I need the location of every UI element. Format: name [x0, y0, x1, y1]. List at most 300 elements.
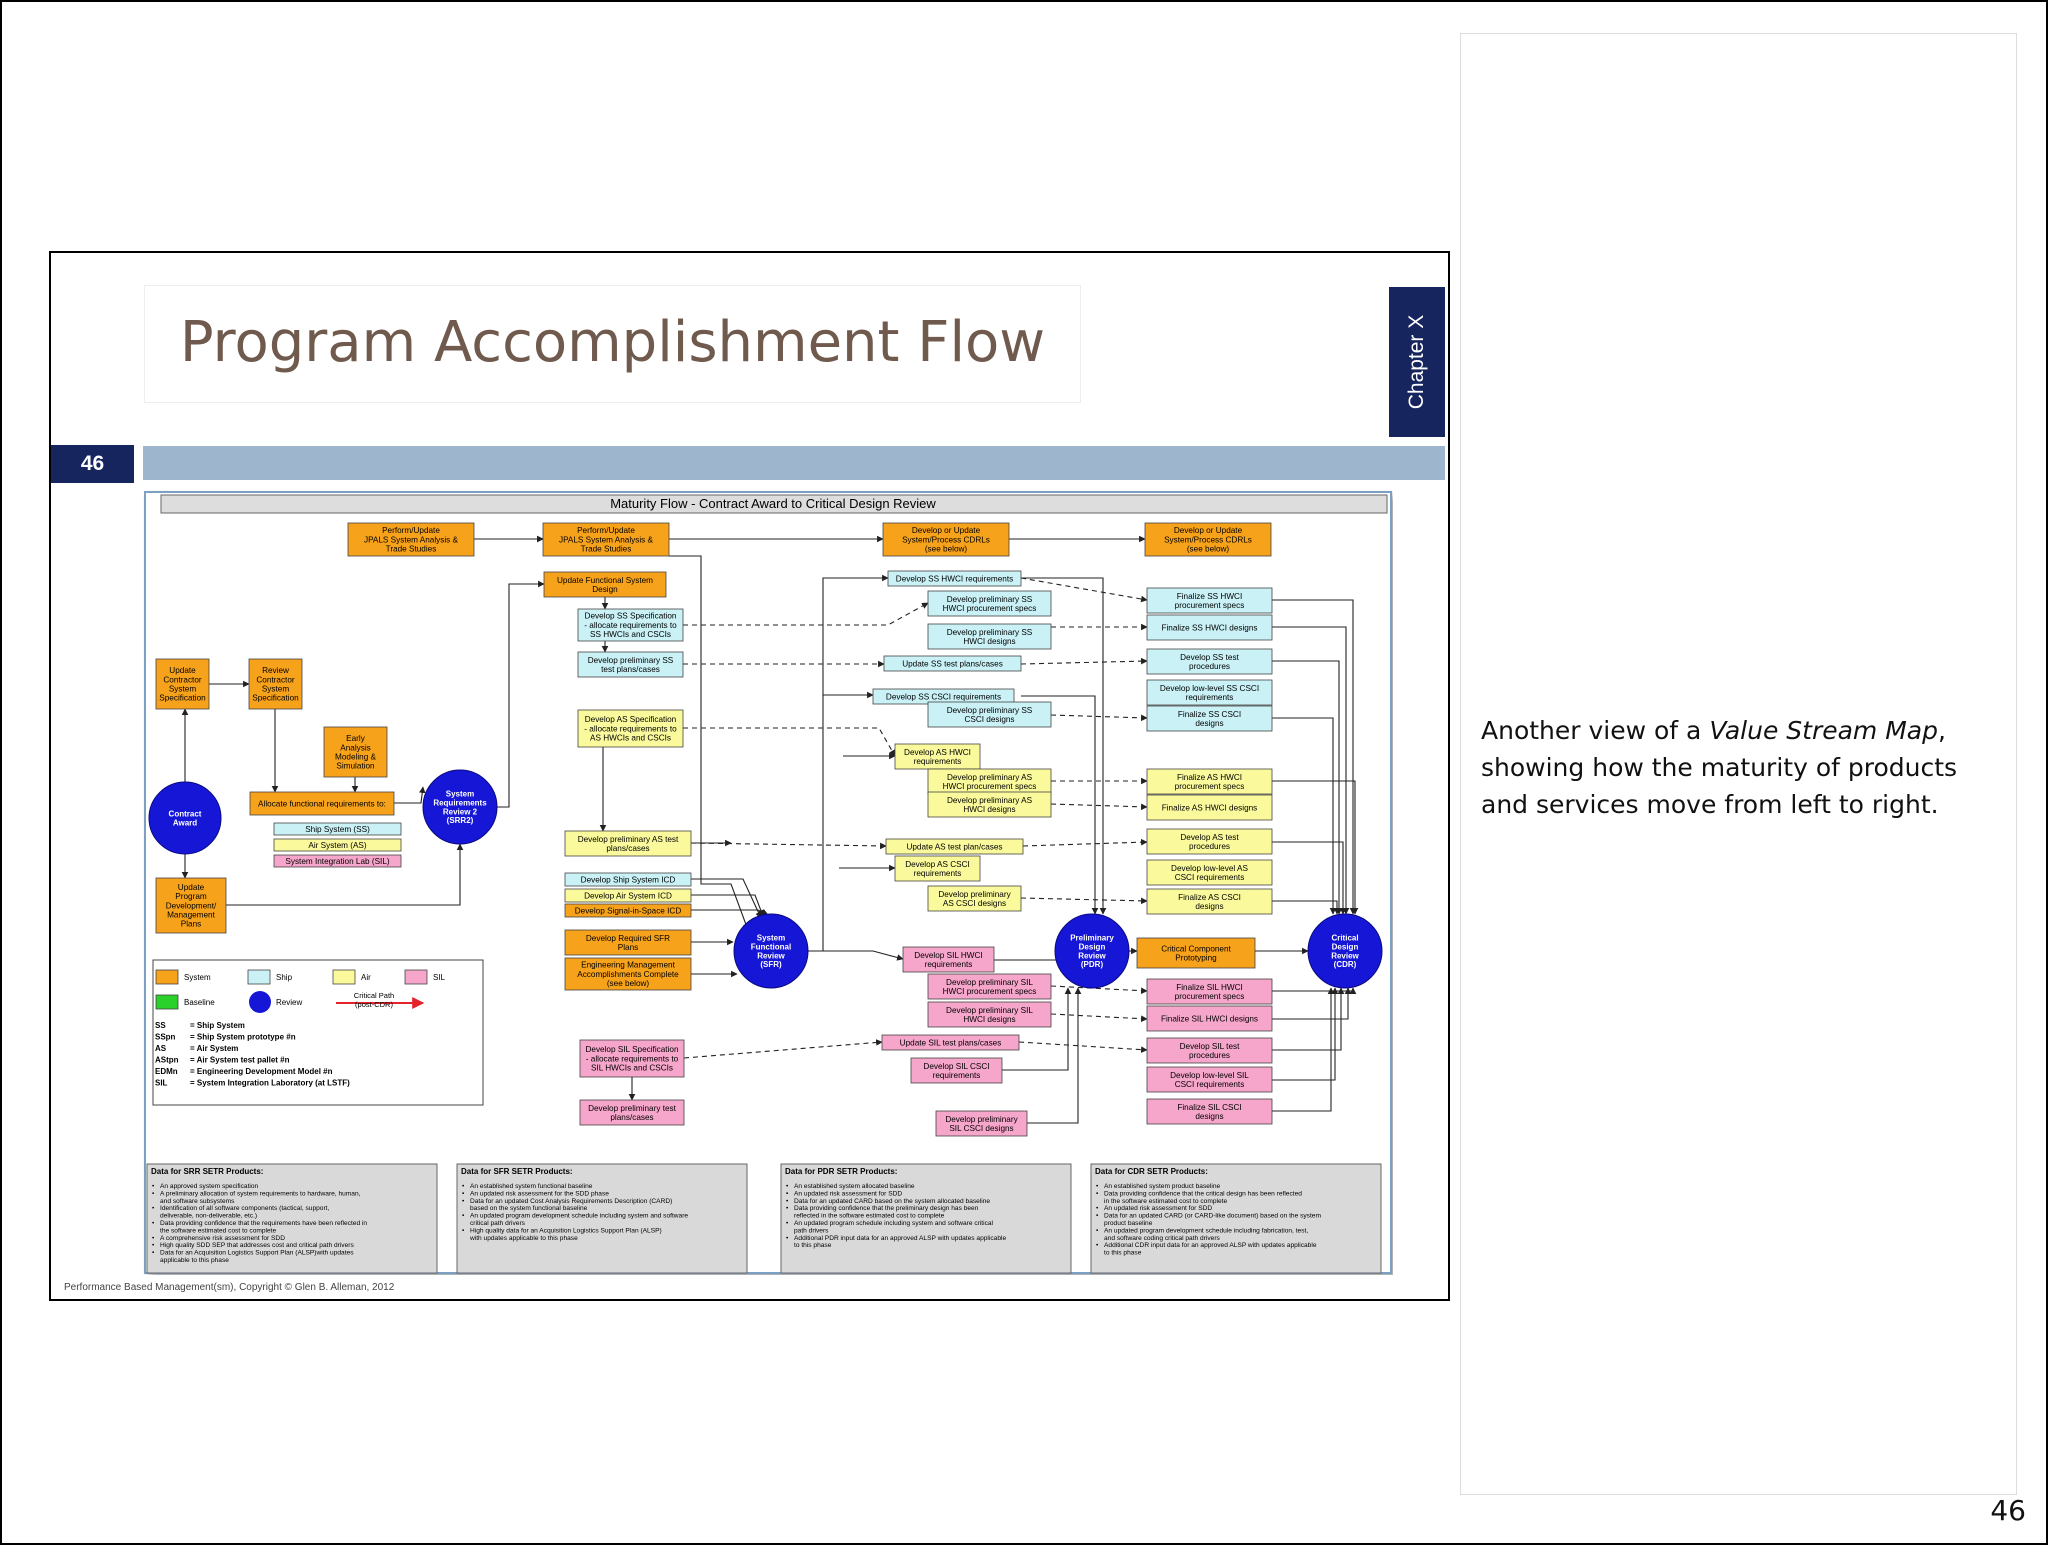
abbr-definition: = System Integration Laboratory (at LSTF): [190, 1078, 350, 1088]
panel-bullet-line: with updates applicable to this phase: [470, 1234, 578, 1242]
node-text-line: Development/: [165, 901, 217, 911]
process-box: [928, 624, 1051, 649]
chapter-tab: [1389, 287, 1445, 437]
node-text-line: Develop preliminary AS: [946, 772, 1033, 782]
node-text-line: Develop preliminary SS: [946, 594, 1033, 604]
node-text-line: Develop preliminary SIL: [946, 1005, 1033, 1015]
node-text-line: Develop SS Specification: [584, 611, 677, 621]
bullet-dot: •: [1096, 1205, 1099, 1213]
node-text-line: Develop AS Specification: [584, 715, 677, 725]
process-box: [274, 855, 401, 867]
panel-bullet-line: to this phase: [794, 1242, 832, 1250]
abbr-term: SS: [155, 1021, 166, 1030]
bullet-dot: •: [1096, 1242, 1099, 1250]
panel-bullet-line: An updated risk assessment for SDD: [794, 1190, 903, 1198]
node-text-line: Review: [1331, 951, 1359, 961]
page-number: 46: [1990, 1494, 2026, 1527]
process-box: [565, 889, 691, 902]
process-box: [928, 1002, 1051, 1027]
node-text-line: Air System (AS): [308, 840, 367, 850]
panel-title: Data for SRR SETR Products:: [151, 1167, 264, 1176]
node-text-line: System/Process CDRLs: [1164, 535, 1252, 545]
node-text-line: Develop preliminary SIL: [946, 977, 1033, 987]
bullet-dot: •: [152, 1234, 155, 1242]
bullet-dot: •: [786, 1220, 789, 1227]
node-text-line: Preliminary: [1070, 933, 1114, 943]
node-text-line: procedures: [1189, 841, 1230, 851]
setr-data-panel: [457, 1164, 747, 1273]
node-text-line: HWCI procurement specs: [942, 603, 1037, 613]
node-text-line: Update: [169, 666, 196, 676]
review-contract-node: [149, 782, 221, 854]
process-box: [928, 792, 1051, 817]
bullet-dot: •: [462, 1190, 465, 1198]
node-text-line: Modeling &: [335, 752, 376, 762]
process-box: [543, 523, 669, 556]
process-box: [348, 523, 474, 556]
node-text-line: HWCI designs: [963, 1014, 1016, 1024]
panel-bullet-line: Data for an updated CARD (or CARD-like document) based on the system: [1104, 1212, 1321, 1220]
node-text-line: Contractor: [163, 675, 202, 685]
process-box: [882, 1035, 1019, 1050]
process-box: [156, 659, 209, 709]
panel-bullet-line: Data for an Acquisition Logistics Support Plan (ALSP)with updates: [160, 1249, 354, 1257]
node-text-line: Finalize SS HWCI designs: [1161, 623, 1258, 633]
bullet-dot: •: [462, 1183, 465, 1190]
title-box: [144, 285, 1081, 403]
process-box: [903, 947, 994, 972]
node-text-line: Accomplishments Complete: [577, 969, 679, 979]
process-box: [895, 856, 980, 881]
node-text-line: (CDR): [1333, 960, 1357, 970]
panel-bullet-line: and software coding critical path drivers: [1104, 1234, 1220, 1242]
process-box: [565, 904, 691, 917]
abbr-definition: = Ship System: [190, 1021, 245, 1030]
abbr-definition: = Air System test pallet #n: [190, 1055, 290, 1065]
abbr-term: EDMn: [155, 1067, 178, 1076]
node-text-line: Prototyping: [1175, 953, 1217, 963]
process-box: [886, 839, 1023, 854]
node-text-line: Analysis: [340, 743, 371, 753]
panel-bullet-line: An updated program schedule including system and software critical: [794, 1220, 994, 1227]
process-box: [565, 831, 691, 856]
setr-data-panel: [1091, 1164, 1381, 1273]
notes-text: [1481, 712, 2001, 823]
process-box: [1147, 1006, 1272, 1031]
panel-bullet-line: applicable to this phase: [160, 1257, 229, 1264]
panel-bullet-line: Additional PDR input data for an approved ALSP with updates applicable: [794, 1234, 1007, 1242]
process-box: [883, 523, 1009, 556]
process-box: [565, 930, 691, 955]
panel-bullet-line: path drivers: [794, 1227, 829, 1235]
panel-bullet-line: based on the system functional baseline: [470, 1205, 588, 1213]
notes-text-tail: , showing how the maturity of products and services move from left to right.: [1481, 716, 1958, 819]
legend-baseline-label: Baseline: [184, 998, 215, 1007]
node-text-line: requirements: [913, 868, 962, 878]
panel-bullet-line: Data providing confidence that the preliminary design has been: [794, 1205, 979, 1213]
node-text-line: requirements: [924, 959, 973, 969]
process-box: [928, 591, 1051, 616]
node-text-line: Update Functional System: [556, 575, 654, 585]
process-box: [888, 571, 1021, 586]
legend-critical-path-label: Critical Path: [353, 991, 395, 1000]
setr-data-panel: [147, 1164, 437, 1273]
process-box: [250, 792, 394, 815]
node-text-line: Review: [757, 951, 785, 961]
abbr-definition: = Engineering Development Model #n: [190, 1067, 333, 1076]
node-text-line: Develop preliminary test: [588, 1103, 676, 1113]
legend-air-swatch: [333, 970, 355, 984]
process-box: [928, 769, 1051, 794]
process-box: [565, 958, 691, 990]
node-text-line: SIL CSCI designs: [949, 1123, 1014, 1133]
node-text-line: Contract: [168, 809, 202, 819]
process-box: [1147, 1038, 1272, 1063]
node-text-line: test plans/cases: [601, 664, 660, 674]
node-text-line: Finalize AS HWCI: [1176, 772, 1243, 782]
node-text-line: Develop preliminary AS: [946, 795, 1033, 805]
node-text-line: Finalize SS CSCI: [1177, 709, 1242, 719]
bullet-dot: •: [152, 1242, 155, 1250]
node-text-line: (SRR2): [446, 816, 474, 826]
node-text-line: Update SS test plans/cases: [902, 659, 1003, 669]
node-text-line: Develop SIL HWCI: [914, 950, 983, 960]
header-bar: [143, 446, 1445, 480]
panel-title: Data for SFR SETR Products:: [461, 1167, 573, 1176]
process-box: [1147, 979, 1272, 1004]
node-text-line: Requirements: [433, 798, 487, 808]
panel-bullet-line: High quality SDD SEP that addresses cost and critical path drivers: [160, 1242, 354, 1250]
panel-bullet-line: An updated program development schedule including fabrication, test,: [1104, 1227, 1309, 1235]
node-text-line: Engineering Management: [581, 960, 675, 970]
node-text-line: Develop preliminary: [938, 889, 1011, 899]
abbr-term: SIL: [155, 1078, 168, 1088]
process-box: [1147, 769, 1272, 794]
abbr-definition: = Air System: [190, 1044, 239, 1053]
node-text-line: Trade Studies: [580, 544, 632, 554]
legend-review-label: Review: [276, 998, 303, 1007]
process-box: [578, 609, 683, 641]
abbr-term: AStpn: [155, 1055, 179, 1065]
node-text-line: Develop SIL Specification: [585, 1045, 679, 1055]
abbr-term: AS: [155, 1044, 167, 1053]
legend-ship-swatch: [248, 970, 270, 984]
notes-panel[interactable]: [1460, 33, 2017, 1495]
node-text-line: CSCI requirements: [1174, 1079, 1245, 1089]
node-text-line: System: [756, 933, 786, 943]
process-box: [1147, 860, 1272, 885]
panel-bullet-line: An approved system specification: [160, 1183, 259, 1190]
node-text-line: Finalize SS HWCI: [1176, 591, 1243, 601]
process-box: [565, 873, 691, 886]
node-text-line: Develop SIL CSCI: [923, 1061, 990, 1071]
slide-number-badge: 46: [51, 445, 134, 483]
panel-bullet-line: An updated risk assessment for SDD: [1104, 1205, 1213, 1213]
legend-system-swatch: [156, 970, 178, 984]
node-text-line: HWCI procurement specs: [942, 986, 1037, 996]
bullet-dot: •: [152, 1190, 155, 1198]
node-text-line: Plans: [617, 942, 639, 952]
node-text-line: Finalize AS HWCI designs: [1161, 803, 1258, 813]
node-text-line: HWCI designs: [963, 804, 1016, 814]
process-box: [1147, 615, 1272, 640]
process-box: [936, 1111, 1027, 1136]
node-text-line: (see below): [924, 544, 968, 554]
node-text-line: Design: [1078, 942, 1106, 952]
legend-sil-swatch: [405, 970, 427, 984]
node-text-line: Develop AS test: [1180, 832, 1239, 842]
node-text-line: JPALS System Analysis &: [363, 535, 459, 545]
node-text-line: Perform/Update: [382, 526, 440, 536]
review-cdr-node: [1308, 914, 1382, 988]
bullet-dot: •: [1096, 1227, 1099, 1235]
legend-system-label: System: [184, 973, 211, 982]
process-box: [1145, 523, 1271, 556]
panel-bullet-line: Data for an updated Cost Analysis Requirements Description (CARD): [470, 1197, 673, 1205]
node-text-line: Finalize SIL CSCI: [1177, 1102, 1242, 1112]
node-text-line: System: [261, 684, 290, 694]
node-text-line: Design: [1331, 942, 1359, 952]
process-box: [544, 572, 666, 597]
node-text-line: (SFR): [760, 960, 782, 970]
bullet-dot: •: [786, 1197, 789, 1205]
process-box: [1147, 829, 1272, 854]
panel-bullet-line: An established system functional baseline: [470, 1183, 593, 1190]
node-text-line: Specification: [252, 693, 299, 703]
panel-bullet-line: An updated program development schedule including system and software: [470, 1212, 689, 1220]
node-text-line: SIL HWCIs and CSCIs: [590, 1063, 674, 1073]
node-text-line: HWCI procurement specs: [942, 781, 1037, 791]
node-text-line: Develop or Update: [1173, 526, 1243, 536]
node-text-line: Develop preliminary AS test: [577, 834, 679, 844]
bullet-dot: •: [786, 1183, 789, 1190]
node-text-line: Develop Air System ICD: [584, 891, 672, 901]
bullet-dot: •: [786, 1234, 789, 1242]
copyright-note: Performance Based Management(sm), Copyright © Glen B. Alleman, 2012: [64, 1282, 395, 1293]
review-srr-node: [423, 770, 497, 844]
node-text-line: requirements: [913, 756, 962, 766]
node-text-line: procurement specs: [1174, 600, 1245, 610]
panel-bullet-line: An established system allocated baseline: [794, 1183, 915, 1190]
node-text-line: System: [445, 789, 475, 799]
node-text-line: Review: [1078, 951, 1106, 961]
legend-baseline-swatch: [156, 995, 178, 1009]
node-text-line: Early: [346, 734, 365, 744]
process-box: [911, 1058, 1002, 1083]
process-box: [274, 823, 401, 835]
node-text-line: System Integration Lab (SIL): [285, 856, 390, 866]
node-text-line: Develop preliminary SS: [946, 705, 1033, 715]
bullet-dot: •: [786, 1190, 789, 1198]
legend-air-label: Air: [361, 973, 371, 982]
node-text-line: Perform/Update: [577, 526, 635, 536]
process-box: [1147, 795, 1272, 820]
process-box: [928, 702, 1051, 727]
process-box: [928, 886, 1021, 911]
node-text-line: Develop AS HWCI: [904, 747, 971, 757]
process-box: [578, 710, 683, 747]
node-text-line: Program: [175, 892, 207, 902]
node-text-line: Develop low-level SS CSCI: [1159, 683, 1260, 693]
panel-bullet-line: deliverable, non-deliverable, etc.): [160, 1212, 258, 1220]
bullet-dot: •: [152, 1249, 155, 1257]
process-box: [578, 652, 683, 677]
node-text-line: CSCI designs: [964, 714, 1015, 724]
panel-bullet-line: Identification of all software components (tactical, support,: [160, 1205, 330, 1213]
node-text-line: (PDR): [1080, 960, 1104, 970]
bullet-dot: •: [462, 1197, 465, 1205]
node-text-line: Develop SS CSCI requirements: [885, 692, 1002, 702]
bullet-dot: •: [152, 1183, 155, 1190]
process-box: [156, 878, 226, 933]
node-text-line: SS HWCIs and CSCIs: [590, 630, 671, 640]
node-text-line: plans/cases: [606, 843, 650, 853]
figure-title: Maturity Flow - Contract Award to Critical Design Review: [610, 496, 936, 511]
panel-bullet-line: Data providing confidence that the requirements have been reflected in: [160, 1220, 368, 1227]
node-text-line: Ship System (SS): [305, 824, 370, 834]
node-text-line: (see below): [606, 979, 650, 989]
node-text-line: Design: [592, 584, 618, 594]
process-box: [1147, 588, 1272, 613]
panel-bullet-line: critical path drivers: [470, 1220, 525, 1227]
node-text-line: - allocate requirements to: [584, 724, 677, 734]
panel-bullet-line: the software estimated cost to complete: [160, 1227, 277, 1235]
node-text-line: Trade Studies: [385, 544, 437, 554]
notes-text-lead: Another view of a: [1481, 716, 1710, 745]
legend-ship-label: Ship: [276, 973, 293, 982]
process-box: [249, 659, 302, 709]
slide-title: Program Accomplishment Flow: [179, 310, 1046, 375]
node-text-line: Finalize SIL HWCI: [1176, 982, 1243, 992]
node-text-line: Develop Signal-in-Space ICD: [574, 906, 682, 916]
maturity-flow-diagram: [143, 490, 1393, 1275]
node-text-line: designs: [1195, 1111, 1224, 1121]
node-text-line: JPALS System Analysis &: [558, 535, 654, 545]
bullet-dot: •: [1096, 1183, 1099, 1190]
node-text-line: Develop SS test: [1180, 652, 1239, 662]
bullet-dot: •: [1096, 1190, 1099, 1198]
panel-bullet-line: A comprehensive risk assessment for SDD: [160, 1234, 285, 1242]
legend-critical-path-label: (post-CDR): [355, 1000, 393, 1009]
node-text-line: HWCI designs: [963, 636, 1016, 646]
node-text-line: procurement specs: [1174, 991, 1245, 1001]
slide-thumbnail[interactable]: [49, 251, 1450, 1301]
node-text-line: Develop SS HWCI requirements: [895, 574, 1014, 584]
node-text-line: Award: [172, 818, 198, 828]
node-text-line: Review 2: [442, 807, 478, 817]
node-text-line: AS CSCI designs: [942, 898, 1007, 908]
node-text-line: designs: [1195, 718, 1224, 728]
node-text-line: Develop low-level SIL: [1170, 1070, 1249, 1080]
node-text-line: AS HWCIs and CSCIs: [590, 733, 671, 743]
bullet-dot: •: [462, 1227, 465, 1235]
node-text-line: Develop SIL test: [1179, 1041, 1240, 1051]
node-text-line: - allocate requirements to: [585, 1054, 679, 1064]
review-sfr-node: [734, 914, 808, 988]
setr-data-panel: [781, 1164, 1071, 1273]
process-box: [1147, 680, 1272, 705]
node-text-line: Allocate functional requirements to:: [258, 799, 386, 809]
node-text-line: System: [168, 684, 197, 694]
legend-sil-label: SIL: [433, 973, 446, 982]
node-text-line: procurement specs: [1174, 781, 1245, 791]
panel-title: Data for CDR SETR Products:: [1095, 1167, 1208, 1176]
panel-bullet-line: Additional CDR input data for an approved ALSP with updates applicable: [1104, 1242, 1317, 1250]
panel-bullet-line: product baseline: [1104, 1220, 1153, 1227]
process-box: [1147, 706, 1272, 731]
process-box: [580, 1040, 684, 1077]
abbr-term: SSpn: [155, 1032, 176, 1042]
panel-bullet-line: Data for an updated CARD based on the system allocated baseline: [794, 1197, 991, 1205]
process-box: [580, 1100, 684, 1125]
node-text-line: requirements: [1185, 692, 1234, 702]
node-text-line: procedures: [1189, 1050, 1230, 1060]
node-text-line: Develop or Update: [911, 526, 981, 536]
node-text-line: Develop preliminary: [945, 1114, 1018, 1124]
abbr-definition: = Ship System prototype #n: [190, 1032, 296, 1042]
panel-bullet-line: Data providing confidence that the critical design has been reflected: [1104, 1190, 1302, 1198]
process-box: [928, 974, 1051, 999]
node-text-line: Develop AS CSCI: [905, 859, 970, 869]
process-box: [1147, 1067, 1272, 1092]
node-text-line: requirements: [932, 1070, 981, 1080]
node-text-line: Plans: [180, 919, 202, 929]
node-text-line: procedures: [1189, 661, 1230, 671]
panel-bullet-line: and software subsystems: [160, 1197, 235, 1205]
review-pdr-node: [1055, 914, 1129, 988]
process-box: [884, 656, 1021, 671]
panel-bullet-line: in the software estimated cost to complete: [1104, 1197, 1228, 1205]
node-text-line: Critical Component: [1161, 944, 1231, 954]
process-box: [1137, 938, 1255, 968]
node-text-line: Update: [177, 883, 205, 893]
panel-bullet-line: An established system product baseline: [1104, 1183, 1221, 1190]
bullet-dot: •: [152, 1220, 155, 1227]
node-text-line: Develop preliminary SS: [587, 655, 674, 665]
node-text-line: Update SIL test plans/cases: [899, 1038, 1002, 1048]
bullet-dot: •: [152, 1205, 155, 1213]
node-text-line: Critical: [1331, 933, 1359, 943]
node-text-line: CSCI requirements: [1174, 872, 1245, 882]
panel-bullet-line: reflected in the software estimated cost to complete: [794, 1212, 945, 1220]
node-text-line: Update AS test plan/cases: [906, 842, 1003, 852]
panel-bullet-line: High quality data for an Acquisition Logistics Support Plan (ALSP): [470, 1227, 662, 1235]
node-text-line: (see below): [1186, 544, 1230, 554]
process-box: [1147, 649, 1272, 674]
process-box: [274, 839, 401, 851]
node-text-line: Management: [167, 910, 215, 920]
node-text-line: Specification: [159, 693, 206, 703]
node-text-line: Develop Ship System ICD: [580, 875, 676, 885]
process-box: [895, 744, 980, 769]
process-box: [1147, 1099, 1272, 1124]
chapter-label: Chapter X: [1405, 314, 1428, 410]
node-text-line: Develop Required SFR: [585, 933, 671, 943]
panel-bullet-line: An updated risk assessment for the SDD phase: [470, 1190, 609, 1198]
node-text-line: Finalize SIL HWCI designs: [1160, 1014, 1259, 1024]
process-box: [324, 727, 387, 777]
node-text-line: Develop low-level AS: [1171, 863, 1248, 873]
panel-bullet-line: A preliminary allocation of system requirements to hardware, human,: [160, 1190, 361, 1198]
node-text-line: plans/cases: [610, 1112, 654, 1122]
node-text-line: Review: [262, 666, 289, 676]
bullet-dot: •: [1096, 1212, 1099, 1220]
bullet-dot: •: [786, 1205, 789, 1213]
node-text-line: designs: [1195, 901, 1224, 911]
node-text-line: System/Process CDRLs: [902, 535, 990, 545]
panel-bullet-line: to this phase: [1104, 1249, 1142, 1257]
node-text-line: Contractor: [256, 675, 295, 685]
